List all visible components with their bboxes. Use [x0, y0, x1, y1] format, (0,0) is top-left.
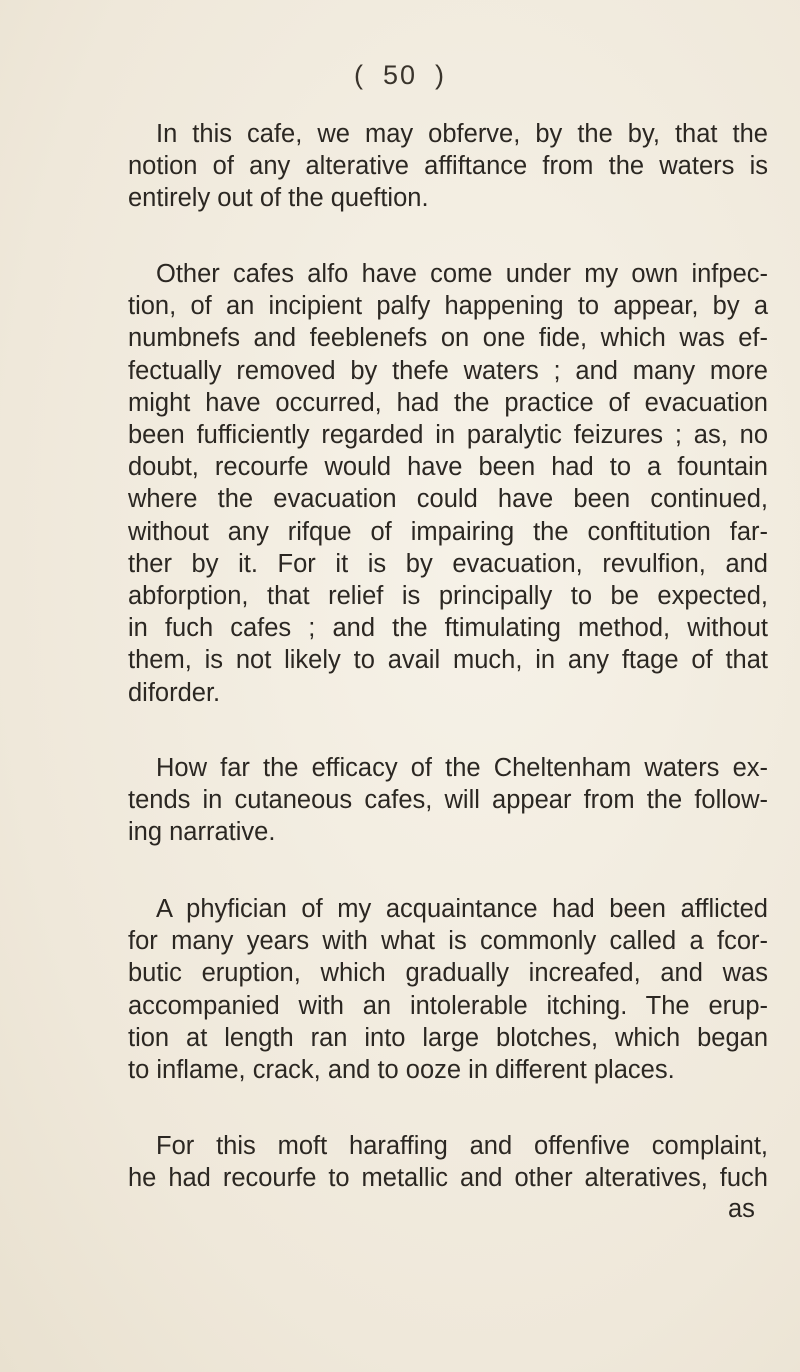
- text-line: A phyfician of my acquaintance had been afflicted: [156, 895, 768, 923]
- paragraph-5: [128, 1130, 768, 1194]
- header-right-paren: ): [435, 60, 447, 90]
- text-line: entirely out of the queftion.: [128, 184, 429, 213]
- paragraph-3: [128, 752, 768, 849]
- text-line: tion at length ran into large blotches, which began: [128, 1023, 768, 1052]
- text-line: doubt, recourfe would have been had to a fountain: [128, 453, 768, 482]
- text-line: them, is not likely to avail much, in any ftage of that: [128, 646, 768, 675]
- text-line: where the evacuation could have been continued,: [128, 485, 768, 514]
- header-left-paren: (: [353, 60, 365, 90]
- text-line: For this moft haraffing and offenfive complaint,: [156, 1132, 768, 1160]
- text-line: without any rifque of impairing the conftitution far-: [128, 517, 768, 546]
- text-line: in fuch cafes ; and the ftimulating method, without: [128, 614, 768, 643]
- paragraph-2: [128, 258, 768, 709]
- text-line: to inflame, crack, and to ooze in different places.: [128, 1056, 675, 1085]
- catchword: as: [728, 1195, 755, 1223]
- text-line: Other cafes alfo have come under my own infpec-: [156, 260, 768, 288]
- text-line: been fufficiently regarded in paralytic feizures ; as, no: [128, 421, 768, 450]
- text-line: abforption, that relief is principally to be expected,: [128, 582, 768, 611]
- text-line: tion, of an incipient palfy happening to appear, by a: [128, 292, 768, 321]
- paragraph-1: [128, 118, 768, 215]
- text-line: In this cafe, we may obferve, by the by, that the: [156, 120, 768, 148]
- text-line: diforder.: [128, 678, 221, 707]
- text-line: accompanied with an intolerable itching. The erup-: [128, 991, 768, 1020]
- text-line: ing narrative.: [128, 818, 276, 847]
- text-line: notion of any alterative affiftance from the waters is: [128, 152, 768, 181]
- text-line: How far the efficacy of the Cheltenham waters ex-: [156, 754, 768, 782]
- paragraph-4: [128, 893, 768, 1086]
- page-number: 50: [382, 60, 418, 90]
- text-line: numbnefs and feeblenefs on one fide, which was ef-: [128, 324, 768, 353]
- text-line: might have occurred, had the practice of evacuation: [128, 388, 768, 417]
- text-line: ther by it. For it is by evacuation, revulfion, and: [128, 549, 768, 578]
- text-line: fectually removed by thefe waters ; and many more: [128, 356, 768, 385]
- text-line: he had recourfe to metallic and other alteratives, fuch: [128, 1164, 768, 1193]
- text-line: for many years with what is commonly called a fcor-: [128, 927, 768, 956]
- text-line: butic eruption, which gradually increafed, and was: [128, 959, 768, 988]
- text-line: tends in cutaneous cafes, will appear from the follow-: [128, 786, 768, 815]
- page-header: [0, 60, 800, 91]
